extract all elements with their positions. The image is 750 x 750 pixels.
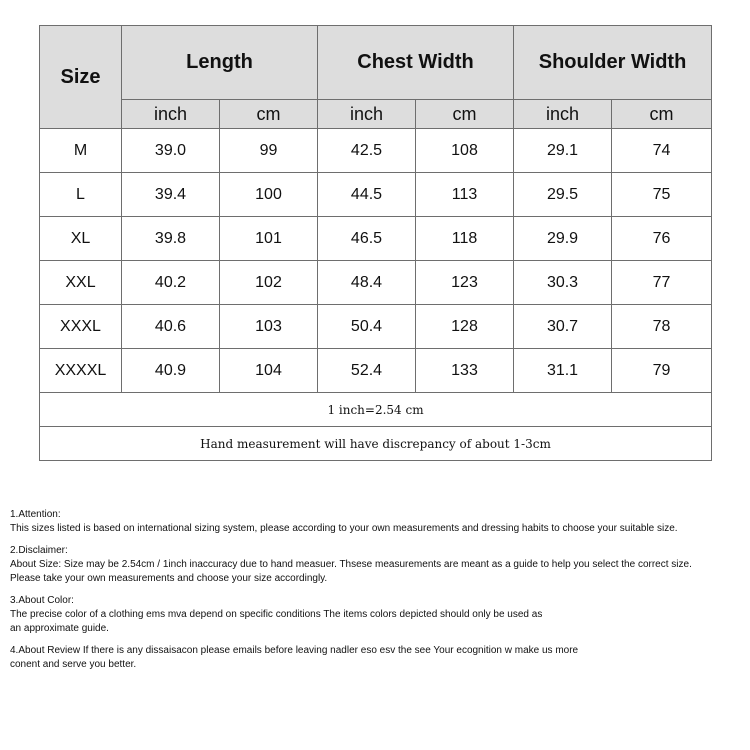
unit-row <box>40 100 712 129</box>
unit-chest-inch: inch <box>318 100 416 129</box>
shoulder-cm-cell: 79 <box>612 349 712 393</box>
size-header: Size <box>40 26 122 129</box>
conversion-note-row <box>40 393 712 427</box>
shoulder-inch-cell: 31.1 <box>514 349 612 393</box>
length-inch-cell: 39.0 <box>122 129 220 173</box>
disclaimer-heading: 2.Disclaimer: <box>10 545 68 556</box>
shoulder-inch-cell: 30.7 <box>514 305 612 349</box>
chest-cm-cell: 113 <box>416 173 514 217</box>
disclaimer-note <box>10 544 745 586</box>
length-cm-cell: 102 <box>220 261 318 305</box>
color-heading: 3.About Color: <box>10 595 74 606</box>
length-cm-cell: 103 <box>220 305 318 349</box>
length-cm-cell: 104 <box>220 349 318 393</box>
color-text-line: an approximate guide. <box>10 623 109 634</box>
review-note <box>10 644 745 672</box>
chest-inch-cell: 46.5 <box>318 217 416 261</box>
shoulder-cm-cell: 76 <box>612 217 712 261</box>
chest-cm-cell: 123 <box>416 261 514 305</box>
shoulder-inch-cell: 29.5 <box>514 173 612 217</box>
unit-shoulder-cm: cm <box>612 100 712 129</box>
table-row <box>40 305 712 349</box>
unit-length-inch: inch <box>122 100 220 129</box>
chest-inch-cell: 50.4 <box>318 305 416 349</box>
review-text-line: 4.About Review If there is any dissaisacon please emails before leaving nadler eso esv the see Your ecognition w make us more <box>10 645 579 656</box>
review-text-line: conent and serve you better. <box>10 659 137 670</box>
unit-chest-cm: cm <box>416 100 514 129</box>
chest-cm-cell: 108 <box>416 129 514 173</box>
shoulder-cm-cell: 74 <box>612 129 712 173</box>
discrepancy-note-row <box>40 427 712 461</box>
table-row <box>40 261 712 305</box>
length-cm-cell: 99 <box>220 129 318 173</box>
attention-heading: 1.Attention: <box>10 509 61 520</box>
size-chart-table <box>39 25 712 461</box>
size-cell: M <box>40 129 122 173</box>
unit-length-cm: cm <box>220 100 318 129</box>
length-cm-cell: 100 <box>220 173 318 217</box>
table-row <box>40 217 712 261</box>
chest-inch-cell: 52.4 <box>318 349 416 393</box>
size-cell: XXL <box>40 261 122 305</box>
table-row <box>40 173 712 217</box>
chest-inch-cell: 48.4 <box>318 261 416 305</box>
size-cell: XXXL <box>40 305 122 349</box>
table-row <box>40 349 712 393</box>
shoulder-inch-cell: 29.9 <box>514 217 612 261</box>
unit-shoulder-inch: inch <box>514 100 612 129</box>
chest-cm-cell: 128 <box>416 305 514 349</box>
notes-section <box>10 508 745 680</box>
color-text-line: The precise color of a clothing ems mva depend on specific conditions The items colors depicted should only be used as <box>10 609 543 620</box>
attention-text: This sizes listed is based on international sizing system, please according to your own measurements and dressing habits to choose your suitable size. <box>10 523 678 534</box>
length-inch-cell: 40.6 <box>122 305 220 349</box>
length-inch-cell: 39.8 <box>122 217 220 261</box>
shoulder-cm-cell: 78 <box>612 305 712 349</box>
table-row <box>40 129 712 173</box>
length-inch-cell: 40.2 <box>122 261 220 305</box>
discrepancy-note: Hand measurement will have discrepancy of about 1-3cm <box>40 427 712 461</box>
disclaimer-text-line: Please take your own measurements and choose your size accordingly. <box>10 573 328 584</box>
color-note <box>10 594 745 636</box>
chest-width-header: Chest Width <box>318 26 514 100</box>
shoulder-width-header: Shoulder Width <box>514 26 712 100</box>
attention-note <box>10 508 745 536</box>
shoulder-inch-cell: 29.1 <box>514 129 612 173</box>
shoulder-cm-cell: 75 <box>612 173 712 217</box>
length-header: Length <box>122 26 318 100</box>
chest-cm-cell: 133 <box>416 349 514 393</box>
header-row <box>40 26 712 100</box>
disclaimer-text-line: About Size: Size may be 2.54cm / 1inch inaccuracy due to hand measuer. Thsese measurements are meant as a guide to help you select the correct size. <box>10 559 692 570</box>
size-cell: XL <box>40 217 122 261</box>
chest-inch-cell: 44.5 <box>318 173 416 217</box>
conversion-note: 1 inch=2.54 cm <box>40 393 712 427</box>
chest-cm-cell: 118 <box>416 217 514 261</box>
length-inch-cell: 40.9 <box>122 349 220 393</box>
size-cell: XXXXL <box>40 349 122 393</box>
length-cm-cell: 101 <box>220 217 318 261</box>
chest-inch-cell: 42.5 <box>318 129 416 173</box>
size-cell: L <box>40 173 122 217</box>
shoulder-inch-cell: 30.3 <box>514 261 612 305</box>
shoulder-cm-cell: 77 <box>612 261 712 305</box>
length-inch-cell: 39.4 <box>122 173 220 217</box>
